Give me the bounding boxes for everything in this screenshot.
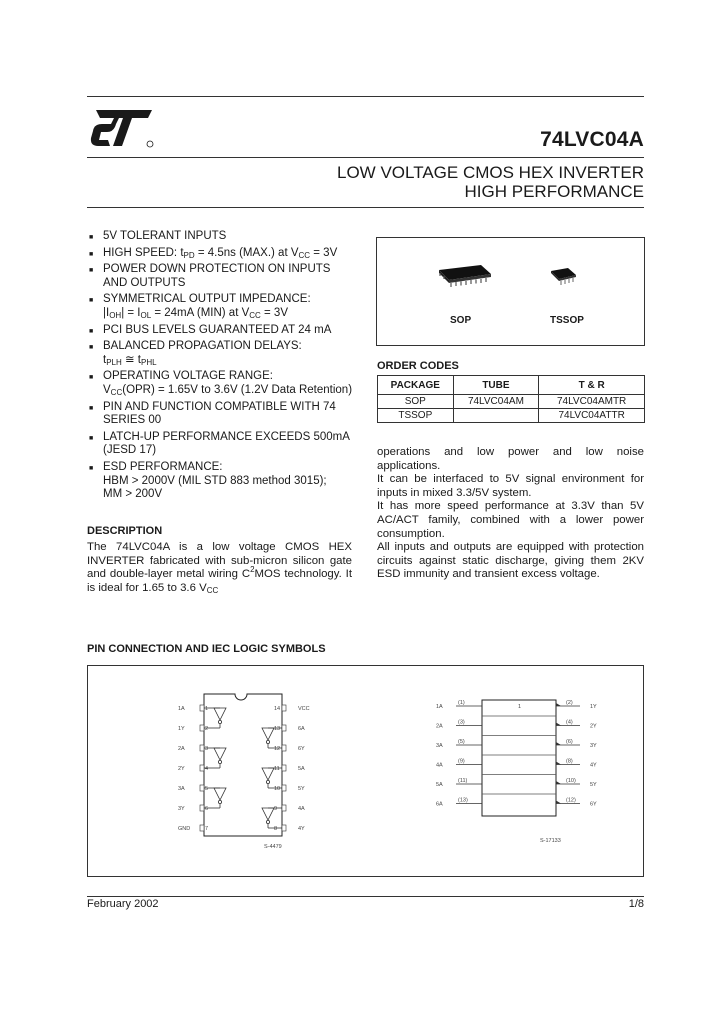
title-line-2: HIGH PERFORMANCE xyxy=(464,182,644,201)
left-pin-label: 2A xyxy=(178,746,185,752)
right-pin-number: 8 xyxy=(274,826,278,832)
table-row xyxy=(378,395,645,409)
right-pin-number: 14 xyxy=(274,706,281,712)
iec-input-pin: (1) xyxy=(458,700,465,706)
footer-page: 1/8 xyxy=(628,898,644,910)
left-pin-label: 2Y xyxy=(178,766,185,772)
iec-output-pin: (8) xyxy=(566,758,573,765)
feature-item: ■ POWER DOWN PROTECTION ON INPUTS AND OUTPUTS xyxy=(89,263,331,289)
iec-output-label: 3Y xyxy=(590,743,597,749)
st-logo xyxy=(88,106,154,150)
right-pin-label: 5A xyxy=(298,766,305,772)
iec-input-label: 4A xyxy=(436,762,443,769)
iec-input-label: 5A xyxy=(436,782,443,788)
col-package: PACKAGE xyxy=(378,376,454,395)
pin-right xyxy=(282,725,286,731)
iec-output-pin: (10) xyxy=(566,778,576,784)
feature-item: ■ PIN AND FUNCTION COMPATIBLE WITH 74 SERIES 00 xyxy=(89,400,336,427)
pin-connection-diagram xyxy=(170,690,320,850)
iec-input-pin: (9) xyxy=(458,758,465,765)
iec-logic-symbol xyxy=(430,690,610,850)
right-pin-number: 10 xyxy=(274,786,281,792)
iec-inversion-mark xyxy=(556,801,561,804)
col-tr: T & R xyxy=(539,376,645,395)
table-row xyxy=(378,409,645,423)
order-codes-table xyxy=(377,375,645,423)
iec-output-label: 2Y xyxy=(590,723,597,730)
iec-input-pin: (11) xyxy=(458,778,468,784)
feature-item: ■ SYMMETRICAL OUTPUT IMPEDANCE: $|I_{OH}| = I_{OL} = 24mA$ (MIN) at $V_{CC} = 3V$ xyxy=(89,293,311,320)
description-title: DESCRIPTION xyxy=(87,525,163,537)
feature-item: ■ OPERATING VOLTAGE RANGE: $V_{CC}(OPR) = 1.65V$ to 3.6V (1.2V Data Retention) xyxy=(89,370,353,397)
col-tube: TUBE xyxy=(453,376,539,395)
pin-right xyxy=(282,805,286,811)
feature-item: ■ ESD PERFORMANCE: HBM > 2000V (MIL STD 883 method 3015); MM > 200V xyxy=(89,460,327,501)
tssop-chip-image xyxy=(548,266,578,288)
pin-figure-code: S-4479 xyxy=(264,844,282,850)
part-number: 74LVC04A xyxy=(540,128,644,151)
left-pin-number: 1 xyxy=(205,706,209,712)
footer-rule xyxy=(87,896,644,897)
tssop-label: TSSOP xyxy=(550,315,584,326)
order-codes-title: ORDER CODES xyxy=(377,360,459,372)
feature-item: ■ 5V TOLERANT INPUTS xyxy=(89,230,227,242)
pin-right xyxy=(282,825,286,831)
iec-output-pin: (4) xyxy=(566,719,573,726)
table-cell: TSSOP xyxy=(378,409,454,423)
table-cell: 74LVC04AMTR xyxy=(539,395,645,409)
pin-right xyxy=(282,705,286,711)
iec-output-pin: (6) xyxy=(566,739,573,745)
iec-input-pin: (13) xyxy=(458,797,468,804)
right-pin-label: 4A xyxy=(298,806,305,812)
iec-inversion-mark xyxy=(556,723,561,726)
left-pin-label: 3A xyxy=(178,786,185,792)
table-header-row xyxy=(378,376,645,395)
left-pin-label: 1Y xyxy=(178,726,185,732)
pin-left xyxy=(200,725,204,731)
pin-section-title: PIN CONNECTION AND IEC LOGIC SYMBOLS xyxy=(87,643,326,655)
iec-input-label: 2A xyxy=(436,723,443,730)
iec-output-pin: (2) xyxy=(566,700,573,706)
right-pin-number: 11 xyxy=(274,766,280,772)
left-pin-number: 7 xyxy=(205,826,209,832)
iec-inversion-mark xyxy=(556,742,561,745)
svg-text:1: 1 xyxy=(518,704,522,710)
pin-right xyxy=(282,765,286,771)
title-line-1: LOW VOLTAGE CMOS HEX INVERTER xyxy=(337,163,644,182)
iec-output-label: 1Y xyxy=(590,704,597,710)
right-pin-number: 12 xyxy=(274,746,281,752)
pin-right xyxy=(282,785,286,791)
feature-list xyxy=(87,230,357,502)
right-pin-number: 13 xyxy=(274,726,281,732)
left-pin-number: 6 xyxy=(205,806,209,812)
pin-left xyxy=(200,785,204,791)
sop-label: SOP xyxy=(450,315,472,326)
iec-inversion-mark xyxy=(556,781,561,784)
description-continued xyxy=(377,446,644,582)
feature-item: ■ PCI BUS LEVELS GUARANTEED AT 24 mA xyxy=(89,323,332,336)
iec-figure-code: S-17133 xyxy=(540,838,561,844)
feature-item: ■ LATCH-UP PERFORMANCE EXCEEDS 500mA (JESD 17) xyxy=(89,430,350,457)
left-pin-number: 3 xyxy=(205,746,209,752)
iec-inversion-mark xyxy=(556,762,561,765)
iec-input-pin: (5) xyxy=(458,739,465,745)
title-rule xyxy=(87,157,644,158)
left-pin-number: 2 xyxy=(205,726,209,732)
top-rule xyxy=(87,96,644,97)
feature-item: ■ BALANCED PROPAGATION DELAYS: $t_{PLH}$ ≅ $t_{PHL}$ xyxy=(89,340,302,367)
description-paragraph: The 74LVC04A is a low voltage CMOS HEX INVERTER fabricated with sub-micron silicon gate and double-layer metal wiring $C^2MOS$ technology. It is ideal for 1.65 to 3.6 $V_{CC}$ xyxy=(87,541,352,595)
left-pin-label: GND xyxy=(178,826,191,832)
pin-right xyxy=(282,745,286,751)
pin-left xyxy=(200,825,204,831)
sop-chip-image xyxy=(435,264,493,288)
paragraph: It can be interfaced to 5V signal environment for inputs in mixed 3.3/5V system. xyxy=(377,473,644,499)
iec-input-label: 6A xyxy=(436,801,443,808)
paragraph: All inputs and outputs are equipped with protection circuits against static discharge, giving them 2KV ESD immunity and transient excess voltage. xyxy=(377,541,644,581)
left-pin-label: 1A xyxy=(178,706,185,712)
iec-input-pin: (3) xyxy=(458,719,465,726)
pin-left xyxy=(200,805,204,811)
table-cell: 74LVC04ATTR xyxy=(539,409,645,423)
table-cell: SOP xyxy=(378,395,454,409)
feature-item: ■ HIGH SPEED: $t_{PD} = 4.5ns$ (MAX.) at $V_{CC} = 3V$ xyxy=(89,246,338,260)
pin-left xyxy=(200,705,204,711)
iec-output-pin: (12) xyxy=(566,797,576,804)
right-pin-label: 6A xyxy=(298,726,305,732)
footer-date: February 2002 xyxy=(87,898,159,910)
right-pin-label: 6Y xyxy=(298,746,305,752)
iec-output-label: 5Y xyxy=(590,782,597,788)
iec-inversion-mark xyxy=(556,703,561,706)
pin-left xyxy=(200,745,204,751)
paragraph: It has more speed performance at 3.3V than 5V AC/ACT family, combined with a lower power consumption. xyxy=(377,500,644,540)
table-cell: 74LVC04AM xyxy=(453,395,539,409)
right-pin-label: 4Y xyxy=(298,826,305,832)
table-cell xyxy=(453,409,539,423)
left-pin-number: 5 xyxy=(205,786,209,792)
iec-input-label: 1A xyxy=(436,704,443,710)
left-pin-label: 3Y xyxy=(178,806,185,812)
paragraph: operations and low power and low noise applications. xyxy=(377,446,644,472)
iec-input-label: 3A xyxy=(436,743,443,749)
right-pin-label: VCC xyxy=(298,706,310,712)
title-bottom-rule xyxy=(87,207,644,208)
pin-left xyxy=(200,765,204,771)
right-pin-number: 9 xyxy=(274,806,278,812)
iec-output-label: 4Y xyxy=(590,762,597,769)
iec-output-label: 6Y xyxy=(590,801,597,808)
left-pin-number: 4 xyxy=(205,766,209,772)
right-pin-label: 5Y xyxy=(298,786,305,792)
package-box xyxy=(376,237,645,346)
